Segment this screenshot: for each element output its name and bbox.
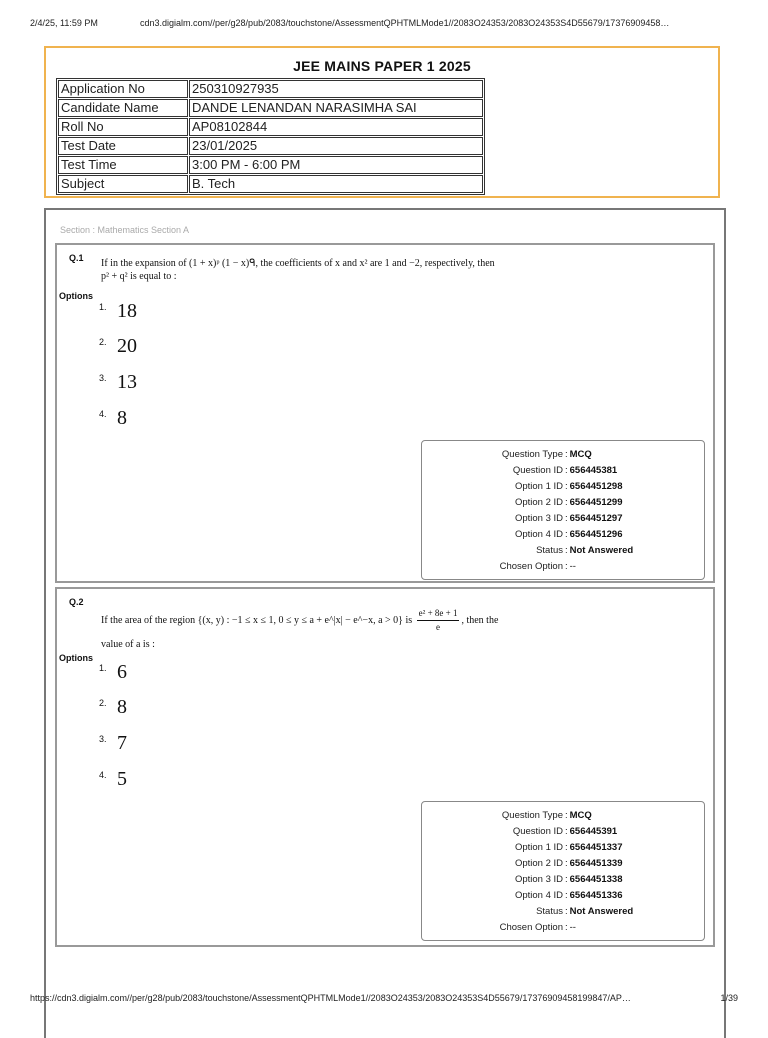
info-row-roll-no — [58, 118, 483, 136]
option-value: 13 — [117, 371, 137, 393]
info-value: AP08102844 — [189, 118, 483, 136]
print-header — [30, 18, 738, 28]
info-label: Candidate Name — [58, 99, 188, 117]
meta-option-4-id: Option 4 ID : 6564451296 — [514, 529, 623, 540]
option-number: 4. — [99, 409, 107, 419]
option-number: 1. — [99, 663, 107, 673]
info-label: Test Time — [58, 156, 188, 174]
options-label: Options — [59, 653, 93, 663]
meta-option-1-id: Option 1 ID : 6564451337 — [514, 842, 623, 853]
option-value: 5 — [117, 768, 127, 790]
meta-question-id: Question ID : 656445381 — [512, 465, 618, 476]
info-row-test-date — [58, 137, 483, 155]
question-text — [101, 607, 601, 651]
meta-question-type: Question Type : MCQ — [501, 449, 592, 460]
info-row-application — [58, 80, 483, 98]
option-value: 18 — [117, 300, 137, 322]
question-text-line: p² + q² is equal to : — [101, 271, 177, 282]
candidate-info-table — [56, 78, 485, 195]
option-value: 6 — [117, 661, 127, 683]
meta-option-2-id: Option 2 ID : 6564451299 — [514, 497, 623, 508]
meta-status: Status : Not Answered — [536, 906, 634, 917]
option-value: 20 — [117, 335, 137, 357]
question-meta-panel — [421, 801, 705, 941]
info-value: B. Tech — [189, 175, 483, 193]
meta-option-4-id: Option 4 ID : 6564451336 — [514, 890, 623, 901]
option-value: 8 — [117, 696, 127, 718]
info-row-candidate-name — [58, 99, 483, 117]
meta-status: Status : Not Answered — [536, 545, 634, 556]
print-datetime: 2/4/25, 11:59 PM — [30, 18, 98, 28]
question-number: Q.2 — [69, 597, 84, 607]
print-footer — [30, 993, 738, 1003]
meta-option-1-id: Option 1 ID : 6564451298 — [514, 481, 623, 492]
info-label: Test Date — [58, 137, 188, 155]
page-counter: 1/39 — [720, 993, 738, 1003]
meta-option-2-id: Option 2 ID : 6564451339 — [514, 858, 623, 869]
question-text-line: If in the expansion of (1 + x)ᵖ (1 − x)ᑫ, the coefficients of x and x² are 1 and −2, respectively, then — [101, 258, 495, 269]
meta-question-id: Question ID : 656445391 — [512, 826, 618, 837]
info-label: Roll No — [58, 118, 188, 136]
question-card-1 — [55, 243, 715, 583]
question-meta-panel — [421, 440, 705, 580]
question-text-line: If the area of the region {(x, y) : −1 ≤ x ≤ 1, 0 ≤ y ≤ a + e^|x| − e^−x, a > 0} is $\frac{\text{e² + 8e + 1}}{e}$ , then the — [101, 608, 499, 632]
info-label: Application No — [58, 80, 188, 98]
question-number: Q.1 — [69, 253, 84, 263]
meta-question-type: Question Type : MCQ — [501, 810, 592, 821]
options-label: Options — [59, 291, 93, 301]
section-label: Section : Mathematics Section A — [60, 225, 190, 235]
print-header-url: cdn3.digialm.com//per/g28/pub/2083/touchstone/AssessmentQPHTMLMode1//2083O24353/2083O24353S4D55679/17376909458… — [140, 18, 670, 28]
candidate-info-panel — [44, 46, 720, 198]
question-text — [101, 257, 571, 283]
meta-chosen-option: Chosen Option : -- — [499, 922, 576, 933]
option-number: 1. — [99, 302, 107, 312]
paper-title: JEE MAINS PAPER 1 2025 — [293, 58, 471, 74]
option-value: 8 — [117, 407, 127, 429]
question-text-line: value of a is : — [101, 639, 155, 650]
print-footer-url: https://cdn3.digialm.com//per/g28/pub/2083/touchstone/AssessmentQPHTMLMode1//2083O24353/2083O24353S4D55679/17376909458199847/AP… — [30, 993, 631, 1003]
info-value: 3:00 PM - 6:00 PM — [189, 156, 483, 174]
info-value: 23/01/2025 — [189, 137, 483, 155]
option-number: 3. — [99, 734, 107, 744]
info-row-test-time — [58, 156, 483, 174]
option-value: 7 — [117, 732, 127, 754]
meta-chosen-option: Chosen Option : -- — [499, 561, 576, 572]
option-number: 2. — [99, 337, 107, 347]
option-number: 3. — [99, 373, 107, 383]
info-row-subject — [58, 175, 483, 193]
question-card-2 — [55, 587, 715, 947]
meta-option-3-id: Option 3 ID : 6564451297 — [514, 513, 623, 524]
fraction: $\frac{\text{e² + 8e + 1}}{e}$ — [418, 608, 458, 632]
option-number: 2. — [99, 698, 107, 708]
info-label: Subject — [58, 175, 188, 193]
info-value: DANDE LENANDAN NARASIMHA SAI — [189, 99, 483, 117]
option-number: 4. — [99, 770, 107, 780]
info-value: 250310927935 — [189, 80, 483, 98]
meta-option-3-id: Option 3 ID : 6564451338 — [514, 874, 623, 885]
